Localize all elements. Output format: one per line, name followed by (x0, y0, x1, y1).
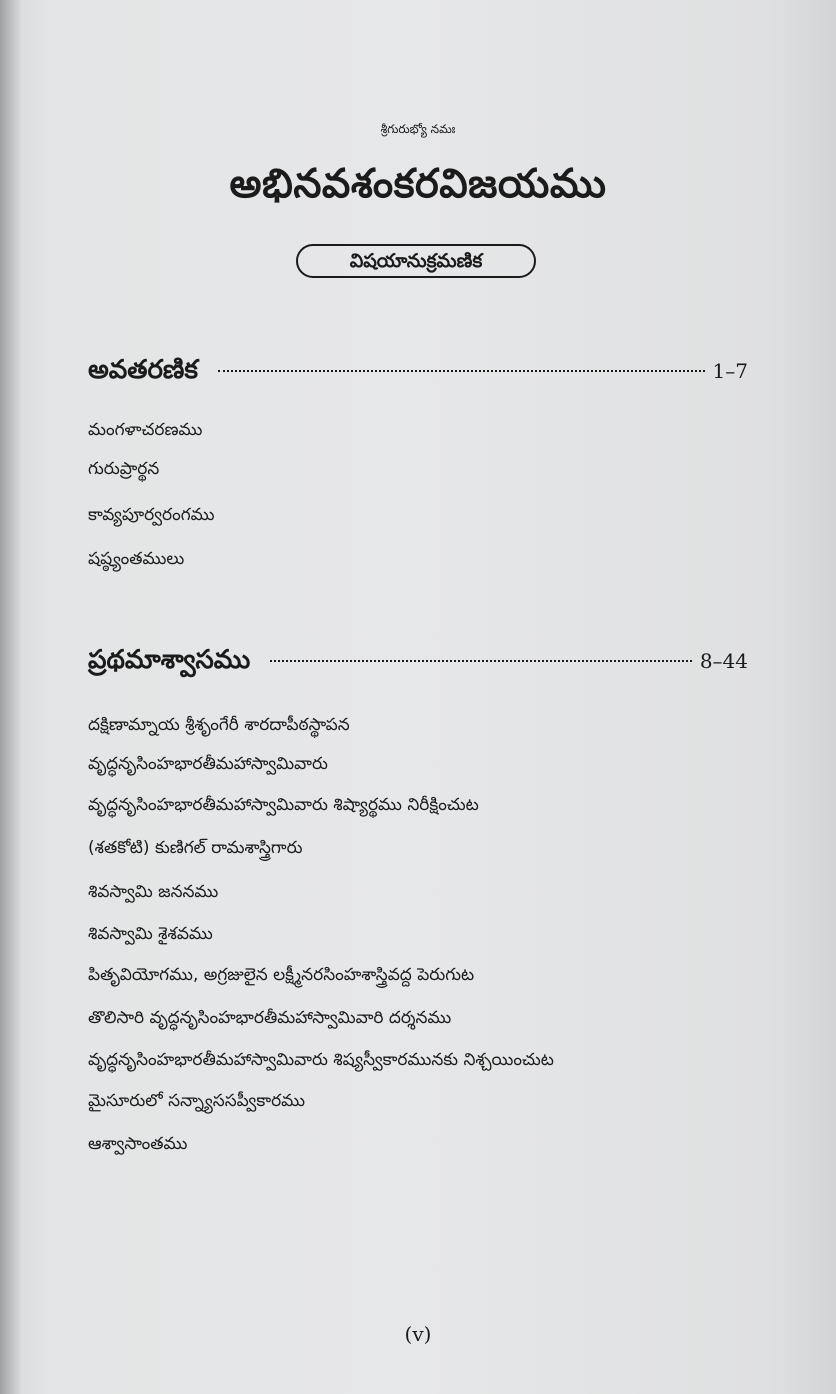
toc-entry: గురుప్రార్థన (88, 459, 160, 479)
section-page-range: 8–44 (699, 649, 748, 673)
toc-entry: వృద్ధనృసింహభారతీమహాస్వామివారు శిష్యస్వీకారమునకు నిశ్చయించుట (88, 1050, 554, 1070)
toc-entry: ఆశ్వాసాంతము (88, 1134, 188, 1154)
spine-shadow (0, 0, 22, 1394)
toc-entry: షష్ఠ్యంతములు (88, 549, 185, 569)
toc-badge: విషయానుక్రమణిక (296, 244, 536, 278)
toc-entry: తొలిసారి వృద్ధనృసింహభారతీమహాస్వామివారి దర్శనము (88, 1008, 452, 1028)
dot-leader (218, 369, 705, 372)
section-heading-avatharanika (88, 355, 748, 391)
section-page-range: 1–7 (712, 359, 748, 383)
toc-entry: కావ్యపూర్వరంగము (88, 505, 215, 525)
toc-entry: (శతకోటి) కుణిగల్ రామశాస్త్రిగారు (88, 838, 303, 858)
toc-entry: శివస్వామి జననము (88, 882, 219, 902)
toc-entry: మైసూరులో సన్న్యాససప్వీకారము (88, 1091, 306, 1111)
invocation-text: శ్రీగురుభ్యో నమః (380, 122, 456, 136)
dot-leader (270, 659, 692, 662)
toc-entry: మంగళాచరణము (88, 420, 203, 440)
page-number: (v) (404, 1322, 432, 1346)
toc-entry: వృద్ధనృసింహభారతీమహాస్వామివారు శిష్యార్థము నిరీక్షించుట (88, 795, 479, 815)
section-title: అవతరణిక (88, 355, 198, 385)
toc-entry: శివస్వామి శైశవము (88, 924, 213, 944)
book-title: అభినవశంకరవిజయము (229, 161, 607, 207)
toc-entry: దక్షిణామ్నాయ శ్రీశృంగేరీ శారదాపీఠస్థాపన (88, 715, 350, 735)
toc-entry: పితృవియోగము, అగ్రజులైన లక్ష్మీనరసింహశాస్త్రివద్ద పెరుగుట (88, 965, 475, 985)
section-heading-prathamashvasamu (88, 645, 748, 681)
section-title: ప్రథమాశ్వాసము (88, 645, 251, 675)
toc-entry: వృద్ధనృసింహభారతీమహాస్వామివారు (88, 754, 328, 774)
